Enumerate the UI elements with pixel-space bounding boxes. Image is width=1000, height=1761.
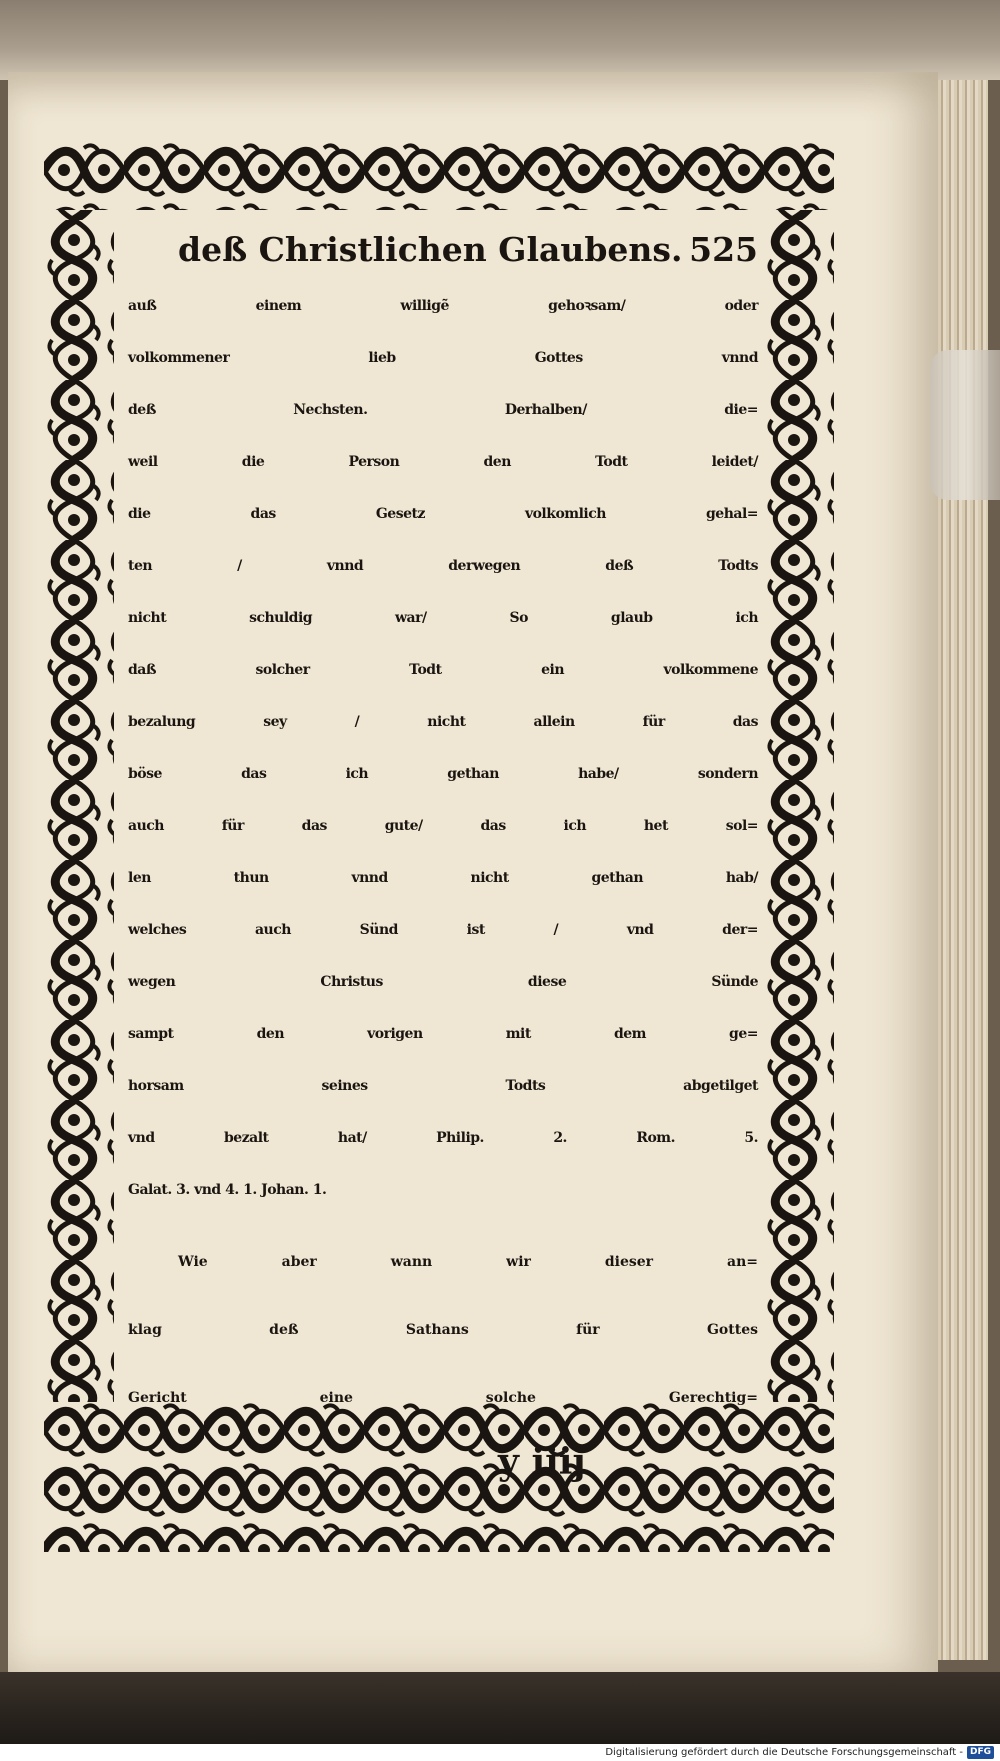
question-line: Wie aber wann wir dieser an= (178, 1254, 758, 1270)
text-line: deß Nechsten. Derhalben/ die= (128, 402, 758, 418)
text-line: volkommener lieb Gottes vnnd (128, 350, 758, 366)
text-line: sampt den vorigen mit dem ge= (128, 1026, 758, 1042)
text-line: Galat. 3. vnd 4. 1. Johan. 1. (128, 1182, 327, 1198)
text-line: auß einem willigẽ gehoꝛsam/ oder (128, 298, 758, 314)
catchword: y iiij (498, 1441, 586, 1483)
digitization-footer (0, 1744, 1000, 1761)
border-top (44, 140, 834, 210)
page-number: 525 (689, 230, 758, 269)
text-line: len thun vnnd nicht gethan hab/ (128, 870, 758, 886)
text-line: wegen Christus diese Sünde (128, 974, 758, 990)
text-line: die das Gesetz volkomlich gehal= (128, 506, 758, 522)
text-line: auch für das gute/ das ich het sol= (128, 818, 758, 834)
border-left (44, 210, 114, 1402)
text-line: vnd bezalt hat/ Philip. 2. Rom. 5. (128, 1130, 758, 1146)
text-line: welches auch Sünd ist / vnd der= (128, 922, 758, 938)
page-edges (938, 80, 988, 1660)
text-line: daß solcher Todt ein volkommene (128, 662, 758, 678)
running-title: deß Christlichen Glaubens. (178, 230, 683, 269)
scan-background (0, 1672, 1000, 1744)
text-line: ten / vnnd derwegen deß Todts (128, 558, 758, 574)
question-line: klag deß Sathans für Gottes (128, 1322, 758, 1338)
text-line: horsam seines Todts abgetilget (128, 1078, 758, 1094)
book-binding-top (0, 0, 1000, 80)
text-line: böse das ich gethan habe/ sondern (128, 766, 758, 782)
border-right (764, 210, 834, 1402)
question-line: Gericht eine solche Gerechtig= (128, 1390, 758, 1406)
dfg-logo: DFG (967, 1746, 994, 1759)
page-clip (930, 350, 1000, 500)
text-line: nicht schuldig war/ So glaub ich (128, 610, 758, 626)
text-line: bezalung sey / nicht allein für das (128, 714, 758, 730)
text-line: weil die Person den Todt leidet/ (128, 454, 758, 470)
page-text (128, 220, 758, 1483)
running-header (128, 220, 758, 280)
footer-credit: Digitalisierung gefördert durch die Deutsche Forschungsgemeinschaft - (605, 1747, 963, 1758)
